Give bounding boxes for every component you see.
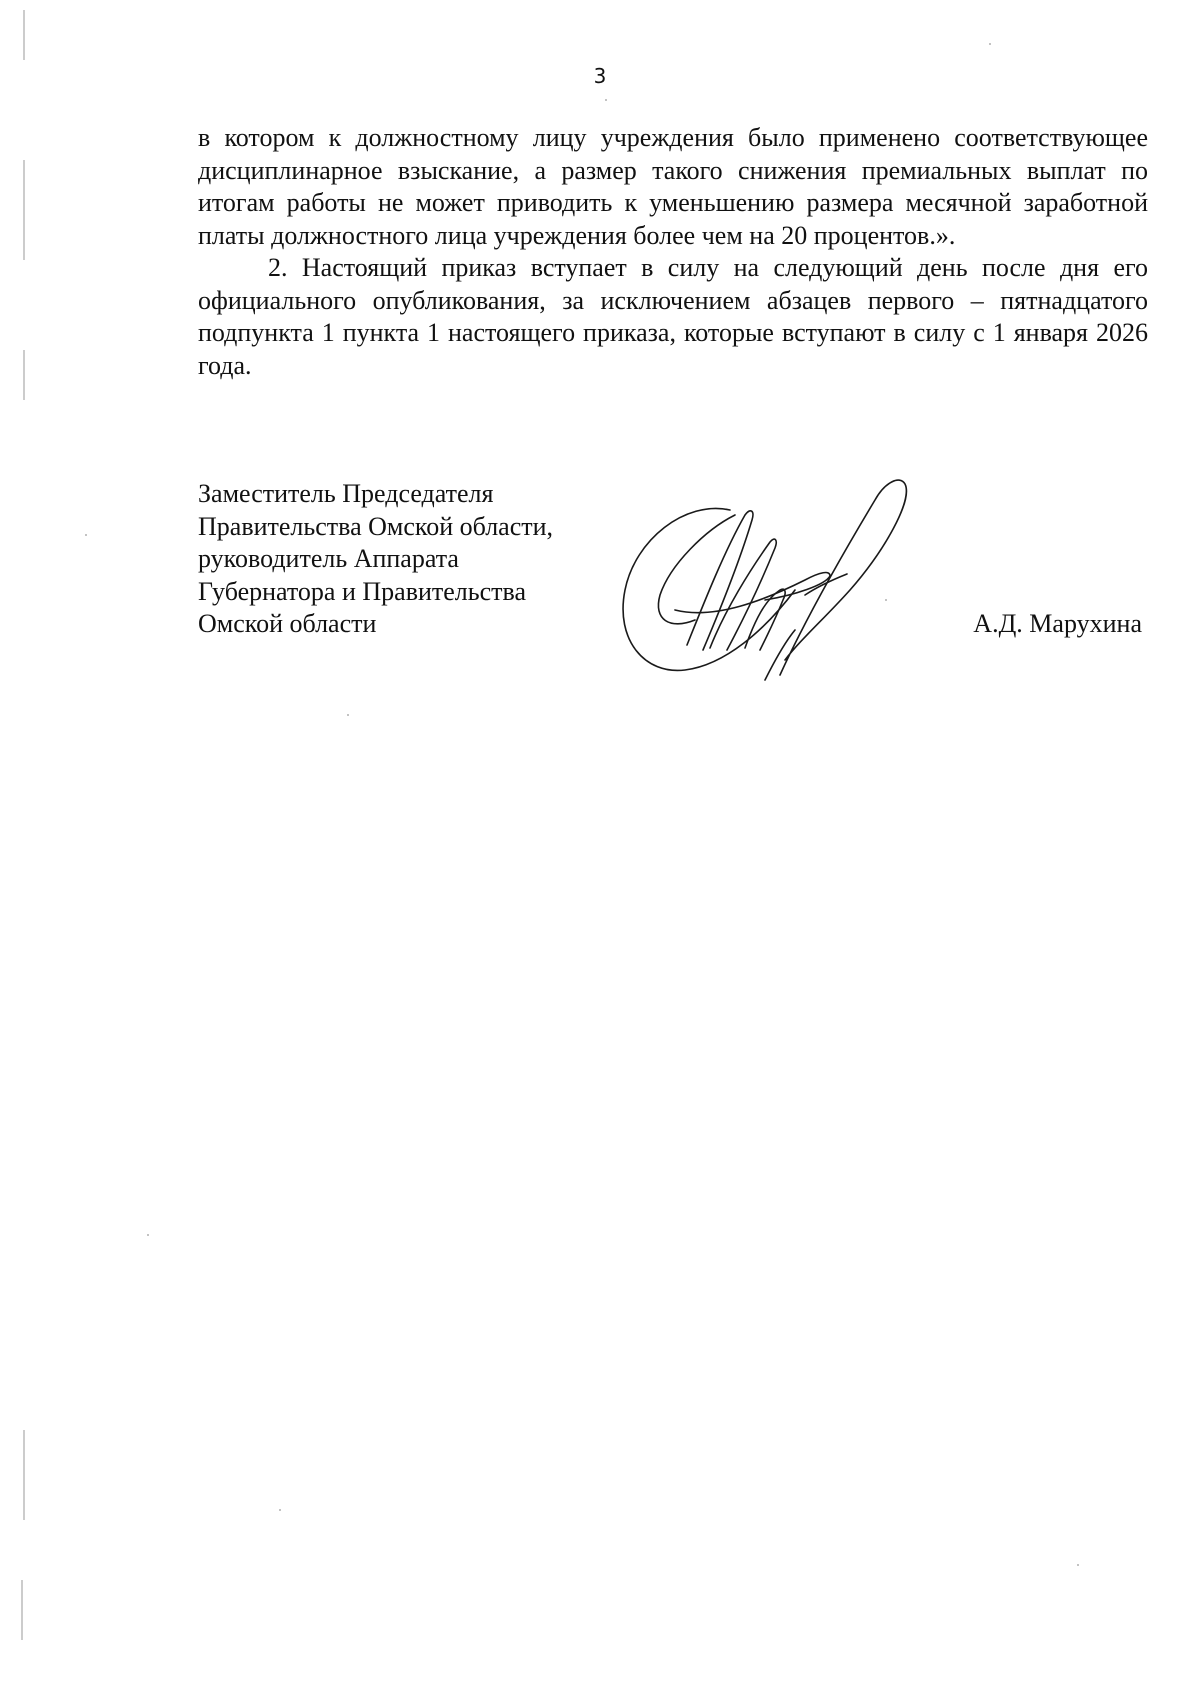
document-body xyxy=(198,122,1148,382)
signer-title-line: руководитель Аппарата xyxy=(198,544,459,573)
handwritten-signature xyxy=(615,470,925,690)
signer-name: А.Д. Марухина xyxy=(973,609,1142,638)
paragraph-effective-date: 2. Настоящий приказ вступает в силу на следующий день после дня его официального опубликования, за исключением абзацев первого – пятнадцатого подпункта 1 пункта 1 настоящего приказа, которые вступают в силу с 1 января 2026 года. xyxy=(198,253,1148,380)
signer-title-line: Губернатора и Правительства xyxy=(198,576,526,606)
signer-title-line: Заместитель Председателя xyxy=(198,479,494,508)
paragraph-continuation: в котором к должностному лицу учреждения было применено соответствующее дисциплинарное взыскание, а размер такого снижения премиальных выплат по итогам работы не может приводить к уменьшению размера месячной заработной платы должностного лица учреждения более чем на 20 процентов.». xyxy=(198,123,1148,250)
signer-title-line: Омской области xyxy=(198,609,377,638)
page-number: 3 xyxy=(593,64,607,88)
signer-title-line: Правительства Омской области, xyxy=(198,511,554,541)
